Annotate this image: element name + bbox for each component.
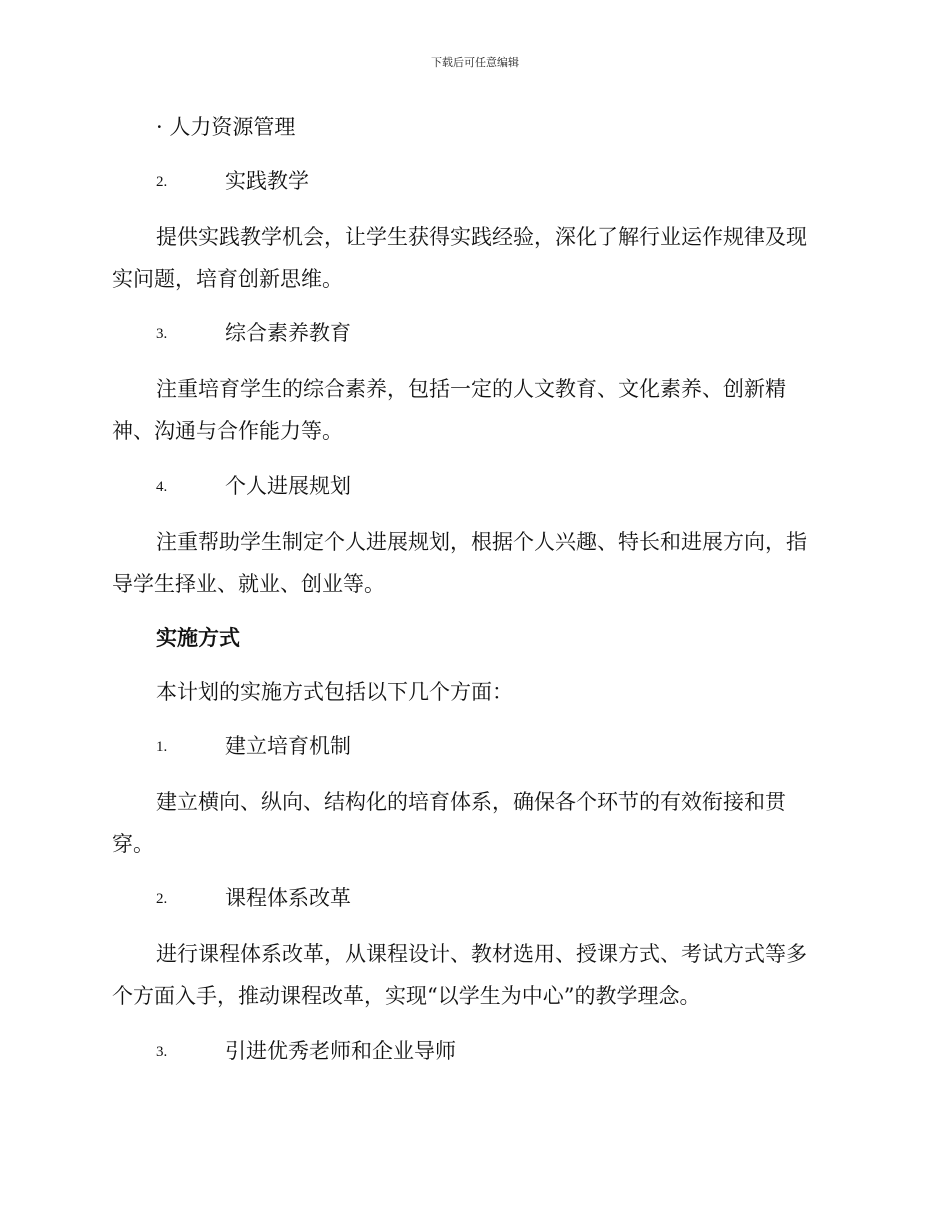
intro-paragraph: 本计划的实施方式包括以下几个方面： (156, 680, 513, 704)
bullet-item: · 人力资源管理 (156, 115, 296, 139)
section-number: 3. (156, 326, 168, 342)
section-number: 4. (156, 479, 168, 495)
paragraph-line: 个方面入手，推动课程改革，实现“以学生为中心”的教学理念。 (112, 984, 701, 1008)
paragraph-line: 穿。 (112, 832, 154, 856)
item-number: 2. (156, 891, 168, 907)
item-number: 3. (156, 1044, 168, 1060)
item-title: 课程体系改革 (225, 886, 351, 910)
section-title: 个人进展规划 (225, 474, 351, 498)
paragraph-line: 神、沟通与合作能力等。 (112, 419, 343, 443)
section-number: 2. (156, 174, 168, 190)
paragraph-line: 注重帮助学生制定个人进展规划，根据个人兴趣、特长和进展方向，指 (156, 530, 807, 554)
paragraph-line: 注重培育学生的综合素养，包括一定的人文教育、文化素养、创新精 (156, 377, 786, 401)
paragraph-line: 实问题，培育创新思维。 (112, 267, 343, 291)
paragraph-line: 导学生择业、就业、创业等。 (112, 572, 385, 596)
section-heading: 实施方式 (156, 625, 240, 650)
paragraph-line: 建立横向、纵向、结构化的培育体系，确保各个环节的有效衔接和贯 (156, 790, 786, 814)
page-header: 下载后可任意编辑 (431, 56, 519, 69)
item-number: 1. (156, 739, 168, 755)
section-title: 综合素养教育 (225, 321, 351, 345)
item-title: 引进优秀老师和企业导师 (225, 1039, 456, 1063)
paragraph-line: 进行课程体系改革，从课程设计、教材选用、授课方式、考试方式等多 (156, 942, 807, 966)
paragraph-line: 提供实践教学机会，让学生获得实践经验，深化了解行业运作规律及现 (156, 225, 807, 249)
section-title: 实践教学 (225, 169, 309, 193)
item-title: 建立培育机制 (225, 734, 351, 758)
